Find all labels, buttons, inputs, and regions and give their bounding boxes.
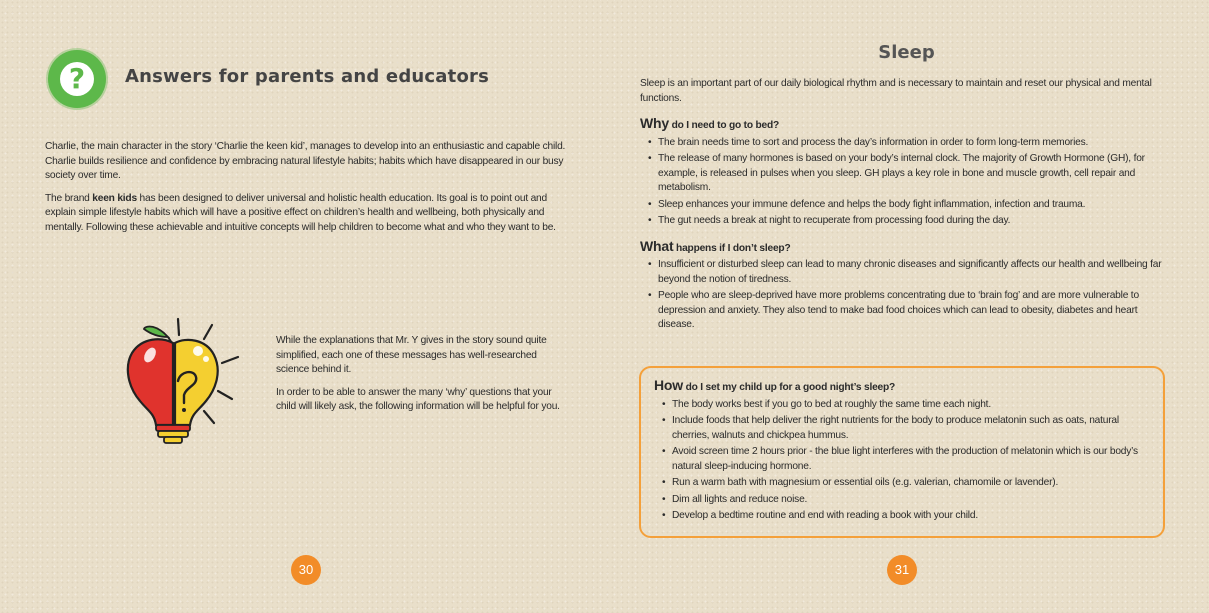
heading-rest: do I set my child up for a good night’s sleep? xyxy=(682,382,896,393)
list-item: • Dim all lights and reduce noise. xyxy=(654,493,1149,508)
heading-rest: do I need to go to bed? xyxy=(668,120,780,131)
bulb-paragraph-1: While the explanations that Mr. Y gives in the story sound quite simplified, each one of these messages has well-researched science behind it. xyxy=(276,335,547,375)
how-content xyxy=(654,378,1149,526)
heading-lead: How xyxy=(654,377,683,393)
what-heading xyxy=(640,239,1165,257)
how-list xyxy=(654,398,1149,524)
heading-rest: happens if I don’t sleep? xyxy=(673,242,791,254)
section-title: Sleep xyxy=(878,42,935,63)
paragraph-text: The brand xyxy=(45,192,93,204)
list-item: • Include foods that help deliver the right nutrients for the body to produce melatonin such as oats, natural cherries, walnuts and chickpea hummus. xyxy=(654,414,1149,443)
how-heading xyxy=(654,378,1149,396)
list-item: • Develop a bedtime routine and end with reading a book with your child. xyxy=(654,509,1149,524)
page-title: Answers for parents and educators xyxy=(125,66,490,87)
list-item: • The brain needs time to sort and process the day’s information in order to form long-term memories. xyxy=(640,136,1165,151)
page-number-right: 31 xyxy=(887,555,917,585)
list-item: • The release of many hormones is based on your body’s internal clock. The majority of Growth Hormone (GH), for example, is released in pulses when you sleep. GH plays a key role in bone and muscle growth, cell repair and metabolism. xyxy=(640,152,1165,196)
bulb-text xyxy=(276,334,568,423)
how-box xyxy=(639,366,1165,538)
list-item: • The gut needs a break at night to recuperate from processing food during the day. xyxy=(640,214,1165,229)
apple-lightbulb-icon xyxy=(122,315,244,445)
list-item: • Insufficient or disturbed sleep can lead to many chronic diseases and significantly affects our health and wellbeing far beyond the notion of tiredness. xyxy=(640,258,1165,287)
why-heading xyxy=(640,116,1165,134)
bulb-paragraph-2: In order to be able to answer the many ‘why’ questions that your child will likely ask, the following information will be helpful for you. xyxy=(276,386,560,412)
brand-name: keen kids xyxy=(92,192,137,204)
paragraph-text: has been designed to deliver universal and holistic health education. Its goal is to point out and explain simple lifestyle habits which will have a positive effect on children’s health and wellbeing, both physically and mentally. Following these achievable and intuitive concepts will help children to become what and who they want to be. xyxy=(45,192,556,233)
heading-lead: Why xyxy=(640,115,669,131)
question-mark: ? xyxy=(60,62,94,96)
why-list xyxy=(640,136,1165,229)
list-item: • Avoid screen time 2 hours prior - the blue light interferes with the production of melatonin which is our body’s natural sleep-inducing hormone. xyxy=(654,445,1149,474)
list-item: • Run a warm bath with magnesium or essential oils (e.g. valerian, chamomile or lavender). xyxy=(654,476,1149,491)
what-list xyxy=(640,258,1165,333)
list-item: • The body works best if you go to bed at roughly the same time each night. xyxy=(654,398,1149,413)
sleep-content xyxy=(640,77,1165,343)
intro-paragraph-1: Charlie, the main character in the story ‘Charlie the keen kid’, manages to develop into an enthusiastic and capable child. Charlie builds resilience and confidence by embracing natural lifestyle habits; habits which have disappeared in our busy society over time. xyxy=(45,141,566,181)
sleep-intro: Sleep is an important part of our daily biological rhythm and is necessary to maintain and reset our physical and mental functions. xyxy=(640,78,1152,104)
left-page xyxy=(0,0,604,613)
heading-lead: What xyxy=(640,237,674,254)
list-item: • People who are sleep-deprived have more problems concentrating due to ‘brain fog’ and are more vulnerable to depression and anxiety. They also tend to make bad food choices which can lead to obesity, diabetes and heart disease. xyxy=(640,289,1165,333)
intro-text xyxy=(45,140,575,243)
right-page xyxy=(604,0,1209,613)
question-badge-icon xyxy=(48,50,106,108)
list-item: • Sleep enhances your immune defence and helps the body fight inflammation, infection and trauma. xyxy=(640,198,1165,213)
page-number-left: 30 xyxy=(291,555,321,585)
intro-paragraph-2 xyxy=(45,192,575,236)
